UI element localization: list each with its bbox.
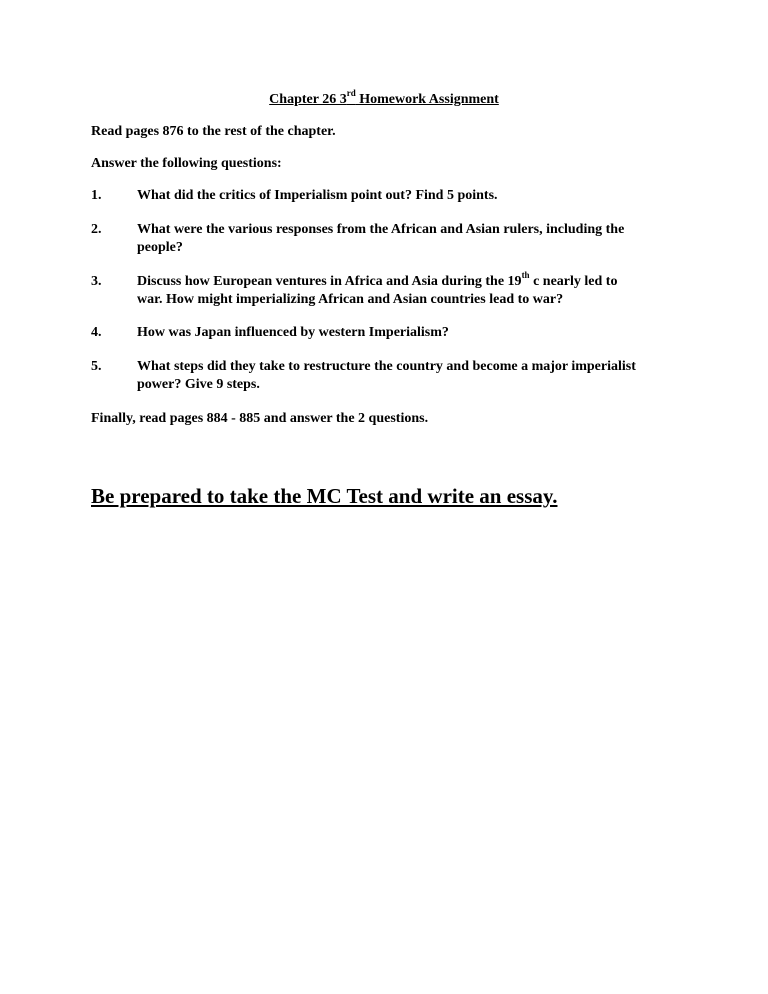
question-number: 5. [91,359,102,374]
question-text: What did the critics of Imperialism point out? Find 5 points. [137,188,498,203]
question-text-part: Discuss how European ventures in Africa and Asia during the 19 [137,274,522,289]
question-number: 1. [91,188,102,203]
question-text-line [137,270,687,291]
closing-statement: Be prepared to take the MC Test and write an essay. [91,484,558,508]
read-instruction: Read pages 876 to the rest of the chapter. [91,124,336,139]
question-text-line: war. How might imperializing African and Asian countries lead to war? [137,292,564,307]
question-text-part: c nearly led to [529,274,618,289]
question-superscript: th [521,270,530,281]
question-text [137,358,687,394]
question-number: 2. [91,222,102,237]
question-text-line: people? [137,240,183,255]
question-text-line: What were the various responses from the African and Asian rulers, including the [137,222,625,237]
question-text [137,221,687,257]
question-number: 4. [91,325,102,340]
answer-instruction: Answer the following questions: [91,156,282,171]
question-number: 3. [91,274,102,289]
question-text: How was Japan influenced by western Imperialism? [137,325,449,340]
title-superscript: rd [346,88,356,99]
final-instruction: Finally, read pages 884 - 885 and answer the 2 questions. [91,411,429,426]
title-prefix: Chapter 26 3 [269,92,347,107]
question-text-line: power? Give 9 steps. [137,377,260,392]
title-suffix: Homework Assignment [355,92,499,107]
question-text [137,270,687,309]
question-text-line: What steps did they take to restructure the country and become a major imperialist [137,359,636,374]
page-title [0,88,768,109]
